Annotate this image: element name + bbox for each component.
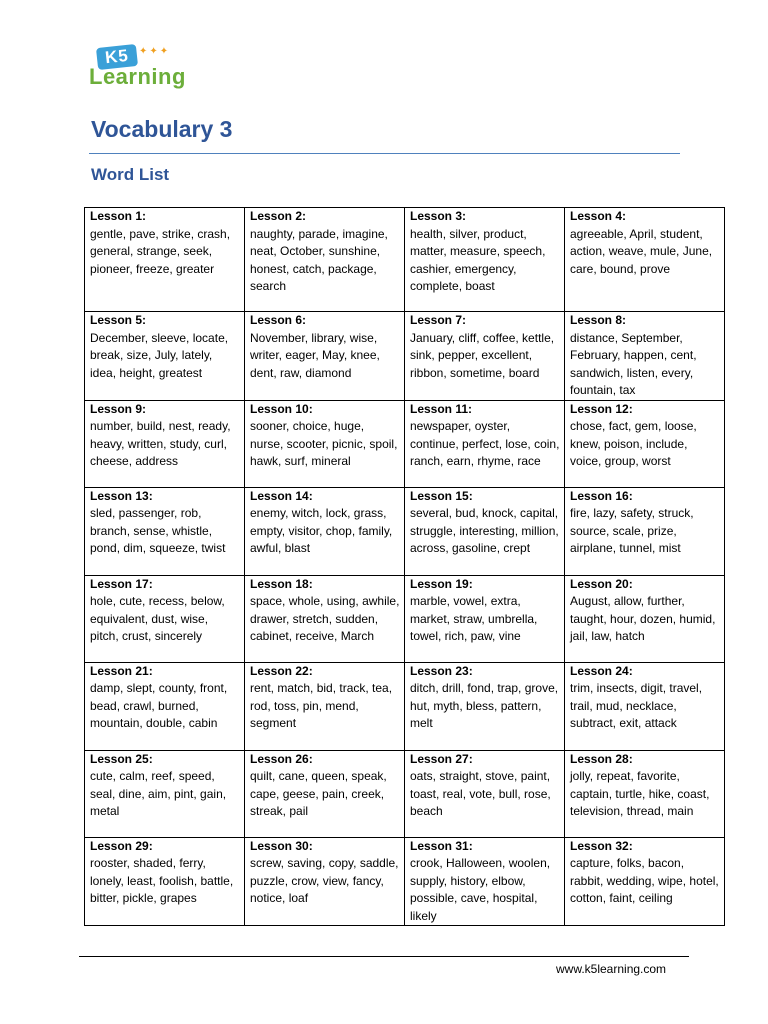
- lesson-label: Lesson 12:: [570, 401, 633, 416]
- lesson-cell: [245, 208, 405, 312]
- lesson-words: distance, September, February, happen, cent, sandwich, listen, every, fountain, tax: [570, 330, 697, 397]
- lesson-words: December, sleeve, locate, break, size, July, lately, idea, height, greatest: [90, 330, 229, 380]
- table-row: [85, 208, 725, 312]
- logo-badge: K5: [96, 44, 138, 70]
- lesson-label: Lesson 32:: [570, 838, 633, 853]
- footer-divider: [79, 956, 689, 957]
- lesson-cell: [245, 662, 405, 750]
- lesson-label: Lesson 19:: [410, 576, 473, 591]
- lesson-words: screw, saving, copy, saddle, puzzle, crow, view, fancy, notice, loaf: [250, 856, 399, 905]
- table-row: [85, 662, 725, 750]
- k5-learning-logo: [89, 44, 189, 94]
- lesson-words: quilt, cane, queen, speak, cape, geese, pain, creek, streak, pail: [250, 769, 387, 818]
- lesson-label: Lesson 25:: [90, 751, 153, 766]
- lesson-label: Lesson 13:: [90, 488, 153, 503]
- lesson-cell: [405, 312, 565, 401]
- lesson-words: crook, Halloween, woolen, supply, history, elbow, possible, cave, hospital, likely: [410, 856, 551, 923]
- lesson-words: space, whole, using, awhile, drawer, stretch, sudden, cabinet, receive, March: [250, 594, 400, 643]
- lesson-words: ditch, drill, fond, trap, grove, hut, myth, bless, pattern, melt: [410, 681, 559, 730]
- lesson-words: hole, cute, recess, below, equivalent, dust, wise, pitch, crust, sincerely: [90, 594, 225, 643]
- lesson-cell: [245, 312, 405, 401]
- lesson-cell: [565, 208, 725, 312]
- lesson-words: health, silver, product, matter, measure, speech, cashier, emergency, complete, boast: [410, 226, 546, 293]
- lesson-words: several, bud, knock, capital, struggle, interesting, million, across, gasoline, crept: [410, 506, 559, 555]
- lesson-cell: [565, 750, 725, 837]
- section-subtitle: Word List: [91, 165, 170, 184]
- lesson-words: agreeable, April, student, action, weave, mule, June, care, bound, prove: [570, 226, 713, 276]
- lesson-label: Lesson 7:: [410, 313, 467, 327]
- logo-stars-icon: ✦✦✦: [139, 46, 171, 57]
- lesson-cell: [245, 487, 405, 575]
- lesson-label: Lesson 18:: [250, 576, 313, 591]
- lesson-words: enemy, witch, lock, grass, empty, visitor, chop, family, awful, blast: [250, 506, 393, 555]
- lesson-words: oats, straight, stove, paint, toast, real, vote, bull, rose, beach: [410, 769, 551, 818]
- lesson-label: Lesson 1:: [90, 209, 147, 223]
- lesson-words: cute, calm, reef, speed, seal, dine, aim, pint, gain, metal: [90, 769, 227, 818]
- lesson-cell: [565, 662, 725, 750]
- word-list-table: [84, 207, 725, 926]
- lesson-label: Lesson 3:: [410, 209, 467, 223]
- page-title: Vocabulary 3: [91, 116, 233, 142]
- lesson-words: August, allow, further, taught, hour, dozen, humid, jail, law, hatch: [570, 594, 716, 643]
- lesson-cell: [245, 575, 405, 662]
- lesson-words: naughty, parade, imagine, neat, October, sunshine, honest, catch, package, search: [250, 226, 388, 293]
- title-divider: [89, 153, 680, 154]
- logo-wordmark: Learning: [89, 64, 186, 89]
- table-row: [85, 312, 725, 401]
- lesson-words: trim, insects, digit, travel, trail, mud, necklace, subtract, exit, attack: [570, 681, 703, 730]
- lesson-words: jolly, repeat, favorite, captain, turtle, hike, coast, television, thread, main: [570, 769, 710, 818]
- table-row: [85, 575, 725, 662]
- lesson-label: Lesson 14:: [250, 488, 313, 503]
- lesson-cell: [405, 837, 565, 926]
- lesson-cell: [405, 487, 565, 575]
- lesson-cell: [85, 750, 245, 837]
- lesson-label: Lesson 23:: [410, 663, 473, 678]
- table-row: [85, 750, 725, 837]
- lesson-cell: [565, 837, 725, 926]
- lesson-cell: [85, 575, 245, 662]
- lesson-label: Lesson 31:: [410, 838, 473, 853]
- lesson-label: Lesson 20:: [570, 576, 633, 591]
- lesson-label: Lesson 28:: [570, 751, 633, 766]
- lesson-label: Lesson 27:: [410, 751, 473, 766]
- lesson-label: Lesson 5:: [90, 313, 147, 327]
- lesson-cell: [85, 208, 245, 312]
- lesson-label: Lesson 10:: [250, 401, 313, 416]
- lesson-words: rent, match, bid, track, tea, rod, toss, pin, mend, segment: [250, 681, 393, 730]
- lesson-cell: [565, 575, 725, 662]
- lesson-words: capture, folks, bacon, rabbit, wedding, wipe, hotel, cotton, faint, ceiling: [570, 856, 719, 905]
- lesson-label: Lesson 4:: [570, 209, 627, 223]
- table-row: [85, 487, 725, 575]
- lesson-words: sooner, choice, huge, nurse, scooter, picnic, spoil, hawk, surf, mineral: [250, 419, 398, 468]
- lesson-label: Lesson 21:: [90, 663, 153, 678]
- lesson-cell: [85, 837, 245, 926]
- lesson-cell: [405, 208, 565, 312]
- lesson-label: Lesson 11:: [410, 401, 473, 416]
- lesson-cell: [85, 487, 245, 575]
- lesson-label: Lesson 6:: [250, 313, 307, 327]
- lesson-cell: [405, 575, 565, 662]
- lesson-cell: [405, 750, 565, 837]
- lesson-words: November, library, wise, writer, eager, May, knee, dent, raw, diamond: [250, 330, 380, 380]
- lesson-cell: [85, 400, 245, 487]
- lesson-cell: [245, 837, 405, 926]
- lesson-cell: [85, 662, 245, 750]
- lesson-label: Lesson 29:: [90, 838, 153, 853]
- lesson-cell: [565, 487, 725, 575]
- lesson-cell: [565, 312, 725, 401]
- lesson-cell: [565, 400, 725, 487]
- lesson-words: gentle, pave, strike, crash, general, strange, seek, pioneer, freeze, greater: [90, 226, 231, 276]
- lesson-label: Lesson 24:: [570, 663, 633, 678]
- footer-website-link[interactable]: www.k5learning.com: [556, 962, 667, 976]
- lesson-words: chose, fact, gem, loose, knew, poison, include, voice, group, worst: [570, 419, 697, 468]
- lesson-words: fire, lazy, safety, struck, source, scale, prize, airplane, tunnel, mist: [570, 506, 694, 555]
- lesson-label: Lesson 16:: [570, 488, 633, 503]
- lesson-cell: [245, 400, 405, 487]
- lesson-words: sled, passenger, rob, branch, sense, whistle, pond, dim, squeeze, twist: [90, 506, 226, 555]
- lesson-label: Lesson 9:: [90, 401, 147, 416]
- lesson-cell: [85, 312, 245, 401]
- lesson-label: Lesson 17:: [90, 576, 153, 591]
- lesson-label: Lesson 8:: [570, 313, 627, 327]
- lesson-words: rooster, shaded, ferry, lonely, least, foolish, battle, bitter, pickle, grapes: [90, 856, 234, 905]
- lesson-cell: [245, 750, 405, 837]
- lesson-words: damp, slept, county, front, bead, crawl, burned, mountain, double, cabin: [90, 681, 228, 730]
- lesson-words: number, build, nest, ready, heavy, written, study, curl, cheese, address: [90, 419, 231, 468]
- lesson-label: Lesson 22:: [250, 663, 313, 678]
- lesson-label: Lesson 26:: [250, 751, 313, 766]
- table-row: [85, 837, 725, 926]
- lesson-label: Lesson 2:: [250, 209, 307, 223]
- lesson-cell: [405, 400, 565, 487]
- lesson-label: Lesson 30:: [250, 838, 313, 853]
- lesson-label: Lesson 15:: [410, 488, 473, 503]
- lesson-words: marble, vowel, extra, market, straw, umbrella, towel, rich, paw, vine: [410, 594, 538, 643]
- lesson-cell: [405, 662, 565, 750]
- lesson-words: January, cliff, coffee, kettle, sink, pepper, excellent, ribbon, sometime, board: [410, 330, 555, 380]
- lesson-words: newspaper, oyster, continue, perfect, lose, coin, ranch, earn, rhyme, race: [410, 419, 560, 468]
- table-row: [85, 400, 725, 487]
